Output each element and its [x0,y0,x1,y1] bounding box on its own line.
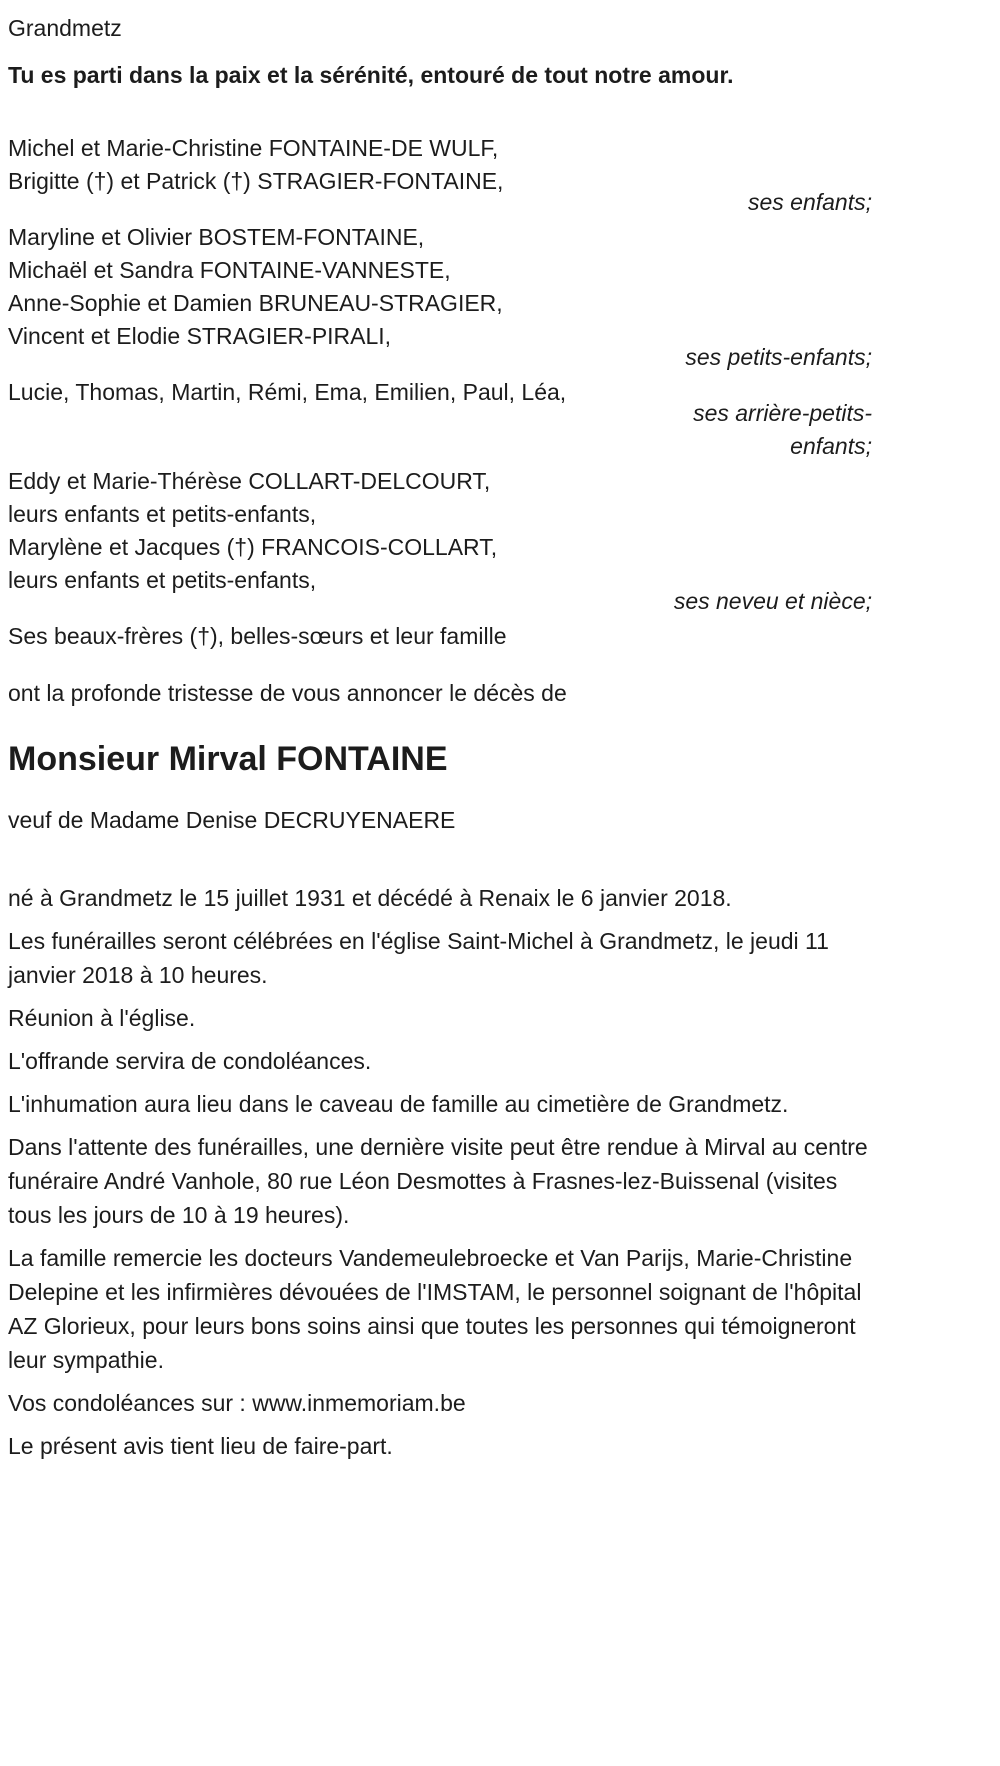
family-member-line: Michaël et Sandra FONTAINE-VANNESTE, [8,257,451,283]
relation-label-nephew-niece: ses neveu et nièce; [673,588,872,614]
offering-line: L'offrande servira de condoléances. [8,1048,372,1074]
relation-label-children: ses enfants; [747,189,872,215]
widower-line: veuf de Madame Denise DECRUYENAERE [8,807,456,833]
funeral-details-section [8,881,872,1463]
notice-line: Le présent avis tient lieu de faire-part. [8,1433,393,1459]
family-member-line: leurs enfants et petits-enfants, [8,567,317,593]
family-member-line: Maryline et Olivier BOSTEM-FONTAINE, [8,224,425,250]
in-laws-line: Ses beaux-frères (†), belles-sœurs et leur famille [8,623,507,649]
family-member-line: leurs enfants et petits-enfants, [8,501,317,527]
birth-death-line: né à Grandmetz le 15 juillet 1931 et décédé à Renaix le 6 janvier 2018. [8,885,732,911]
family-member-line: Marylène et Jacques (†) FRANCOIS-COLLART, [8,534,498,560]
family-member-line: Vincent et Elodie STRAGIER-PIRALI, [8,323,392,349]
epitaph-line: Tu es parti dans la paix et la sérénité, entouré de tout notre amour. [8,62,734,88]
thanks-paragraph: La famille remercie les docteurs Vandemeulebroecke et Van Parijs, Marie-Christine Delepine et les infirmières dévouées de l'IMSTAM, le personnel soignant de l'hôpital AZ Glorieux, pour leurs bons soins ainsi que toutes les personnes qui témoigneront leur sympathie. [8,1245,862,1373]
announcement-intro: ont la profonde tristesse de vous annoncer le décès de [8,680,567,706]
burial-paragraph: L'inhumation aura lieu dans le caveau de famille au cimetière de Grandmetz. [8,1091,789,1117]
family-list [8,132,872,653]
family-member-line: Brigitte (†) et Patrick (†) STRAGIER-FONTAINE, [8,168,504,194]
relation-label-line: ses arrière-petits- [693,400,872,426]
family-member-line: Lucie, Thomas, Martin, Rémi, Ema, Emilien, Paul, Léa, [8,379,567,405]
family-member-line: Anne-Sophie et Damien BRUNEAU-STRAGIER, [8,290,503,316]
visitation-paragraph: Dans l'attente des funérailles, une dernière visite peut être rendue à Mirval au centre funéraire André Vanhole, 80 rue Léon Desmottes à Frasnes-lez-Buissenal (visites tous les jours de 10 à 19 heures). [8,1134,868,1228]
relation-label-grandchildren: ses petits-enfants; [685,344,872,370]
place-line: Grandmetz [8,15,122,41]
family-member-line: Michel et Marie-Christine FONTAINE-DE WULF, [8,135,499,161]
family-member-line: Eddy et Marie-Thérèse COLLART-DELCOURT, [8,468,491,494]
deceased-name-heading: Monsieur Mirval FONTAINE [8,740,448,778]
reunion-line: Réunion à l'église. [8,1005,196,1031]
condolences-website-line: Vos condoléances sur : www.inmemoriam.be [8,1390,466,1416]
relation-label-line: enfants; [790,433,872,459]
funeral-service-paragraph: Les funérailles seront célébrées en l'église Saint-Michel à Grandmetz, le jeudi 11 janvier 2018 à 10 heures. [8,928,829,988]
